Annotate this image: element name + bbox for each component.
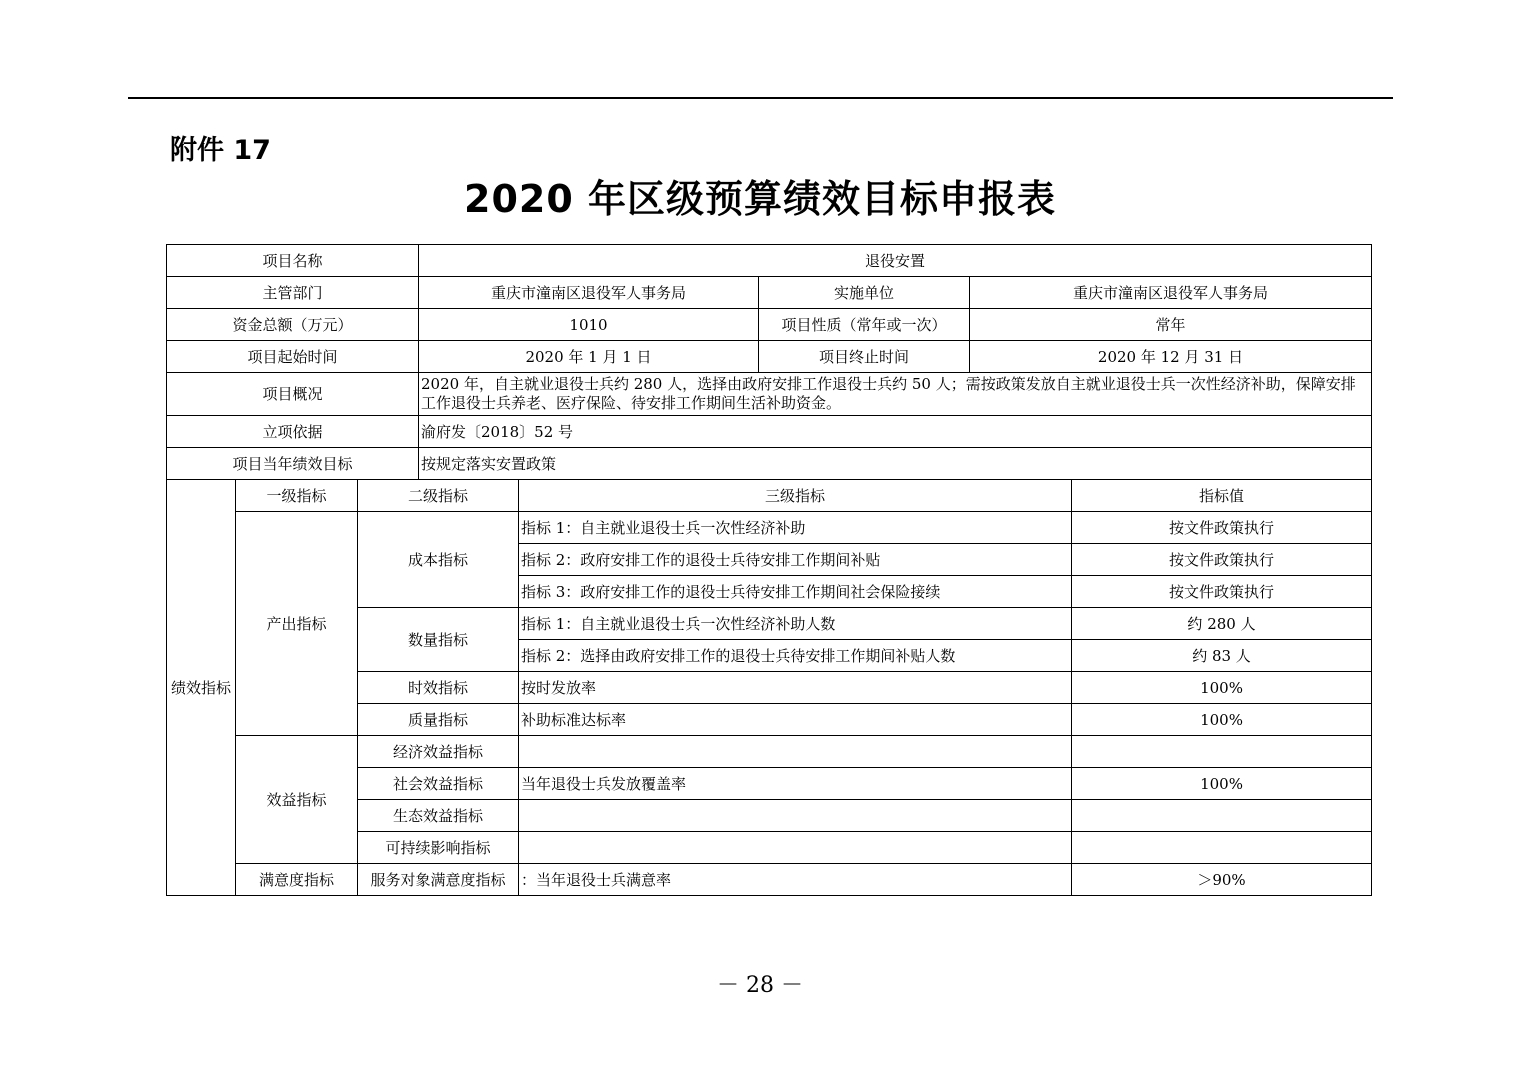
row-project-name bbox=[167, 245, 1372, 277]
basis-value: 渝府发〔2018〕52 号 bbox=[419, 416, 1372, 448]
satisfaction-indicator-label: 满意度指标 bbox=[236, 864, 358, 896]
page-number: － 28 － bbox=[717, 973, 803, 998]
performance-indicators-label: 绩效指标 bbox=[167, 480, 236, 896]
level1-header: 一级指标 bbox=[236, 480, 358, 512]
level3-header: 三级指标 bbox=[519, 480, 1072, 512]
sustainable-impact-1-value bbox=[1072, 832, 1372, 864]
quantity-indicator-2: 指标 2：选择由政府安排工作的退役士兵待安排工作期间补贴人数 bbox=[519, 640, 1072, 672]
ecological-benefit-1-value bbox=[1072, 800, 1372, 832]
row-econ bbox=[167, 736, 1372, 768]
cost-indicator-label: 成本指标 bbox=[358, 512, 519, 608]
row-dept bbox=[167, 277, 1372, 309]
row-basis bbox=[167, 416, 1372, 448]
dept-label: 主管部门 bbox=[167, 277, 419, 309]
ecological-benefit-1 bbox=[519, 800, 1072, 832]
economic-benefit-1 bbox=[519, 736, 1072, 768]
economic-benefit-1-value bbox=[1072, 736, 1372, 768]
end-value: 2020 年 12 月 31 日 bbox=[970, 341, 1372, 373]
nature-value: 常年 bbox=[970, 309, 1372, 341]
project-name-value: 退役安置 bbox=[419, 245, 1372, 277]
quantity-indicator-label: 数量指标 bbox=[358, 608, 519, 672]
sustainable-impact-label: 可持续影响指标 bbox=[358, 832, 519, 864]
timeliness-indicator-1: 按时发放率 bbox=[519, 672, 1072, 704]
page-title: 2020 年区级预算绩效目标申报表 bbox=[464, 177, 1056, 221]
economic-benefit-label: 经济效益指标 bbox=[358, 736, 519, 768]
value-header: 指标值 bbox=[1072, 480, 1372, 512]
cost-indicator-1: 指标 1：自主就业退役士兵一次性经济补助 bbox=[519, 512, 1072, 544]
cost-indicator-3-value: 按文件政策执行 bbox=[1072, 576, 1372, 608]
basis-label: 立项依据 bbox=[167, 416, 419, 448]
level2-header: 二级指标 bbox=[358, 480, 519, 512]
row-overview bbox=[167, 373, 1372, 416]
row-cost-1 bbox=[167, 512, 1372, 544]
impl-value: 重庆市潼南区退役军人事务局 bbox=[970, 277, 1372, 309]
row-goal bbox=[167, 448, 1372, 480]
quality-indicator-1-value: 100% bbox=[1072, 704, 1372, 736]
service-satisfaction-label: 服务对象满意度指标 bbox=[358, 864, 519, 896]
fund-value: 1010 bbox=[419, 309, 759, 341]
cost-indicator-3: 指标 3：政府安排工作的退役士兵待安排工作期间社会保险接续 bbox=[519, 576, 1072, 608]
output-indicator-label: 产出指标 bbox=[236, 512, 358, 736]
service-satisfaction-1-value: ＞90% bbox=[1072, 864, 1372, 896]
social-benefit-label: 社会效益指标 bbox=[358, 768, 519, 800]
goal-label: 项目当年绩效目标 bbox=[167, 448, 419, 480]
social-benefit-1-value: 100% bbox=[1072, 768, 1372, 800]
top-rule bbox=[128, 97, 1393, 99]
goal-value: 按规定落实安置政策 bbox=[419, 448, 1372, 480]
row-satisfaction bbox=[167, 864, 1372, 896]
dept-value: 重庆市潼南区退役军人事务局 bbox=[419, 277, 759, 309]
timeliness-indicator-label: 时效指标 bbox=[358, 672, 519, 704]
service-satisfaction-1: ：当年退役士兵满意率 bbox=[519, 864, 1072, 896]
overview-value: 2020 年，自主就业退役士兵约 280 人，选择由政府安排工作退役士兵约 50 人；需按政策发放自主就业退役士兵一次性经济补助，保障安排工作退役士兵养老、医疗保险、待安排工作期间生活补助资金。 bbox=[419, 373, 1372, 416]
overview-label: 项目概况 bbox=[167, 373, 419, 416]
project-name-label: 项目名称 bbox=[167, 245, 419, 277]
start-label: 项目起始时间 bbox=[167, 341, 419, 373]
quantity-indicator-2-value: 约 83 人 bbox=[1072, 640, 1372, 672]
row-dates bbox=[167, 341, 1372, 373]
social-benefit-1: 当年退役士兵发放覆盖率 bbox=[519, 768, 1072, 800]
benefit-indicator-label: 效益指标 bbox=[236, 736, 358, 864]
nature-label: 项目性质（常年或一次） bbox=[759, 309, 970, 341]
attachment-label: 附件 17 bbox=[170, 135, 271, 166]
quantity-indicator-1: 指标 1：自主就业退役士兵一次性经济补助人数 bbox=[519, 608, 1072, 640]
cost-indicator-2: 指标 2：政府安排工作的退役士兵待安排工作期间补贴 bbox=[519, 544, 1072, 576]
sustainable-impact-1 bbox=[519, 832, 1072, 864]
row-indicator-header bbox=[167, 480, 1372, 512]
quality-indicator-1: 补助标准达标率 bbox=[519, 704, 1072, 736]
timeliness-indicator-1-value: 100% bbox=[1072, 672, 1372, 704]
cost-indicator-2-value: 按文件政策执行 bbox=[1072, 544, 1372, 576]
impl-label: 实施单位 bbox=[759, 277, 970, 309]
row-fund bbox=[167, 309, 1372, 341]
budget-form-table bbox=[166, 244, 1372, 896]
end-label: 项目终止时间 bbox=[759, 341, 970, 373]
cost-indicator-1-value: 按文件政策执行 bbox=[1072, 512, 1372, 544]
start-value: 2020 年 1 月 1 日 bbox=[419, 341, 759, 373]
ecological-benefit-label: 生态效益指标 bbox=[358, 800, 519, 832]
fund-label: 资金总额（万元） bbox=[167, 309, 419, 341]
quantity-indicator-1-value: 约 280 人 bbox=[1072, 608, 1372, 640]
quality-indicator-label: 质量指标 bbox=[358, 704, 519, 736]
